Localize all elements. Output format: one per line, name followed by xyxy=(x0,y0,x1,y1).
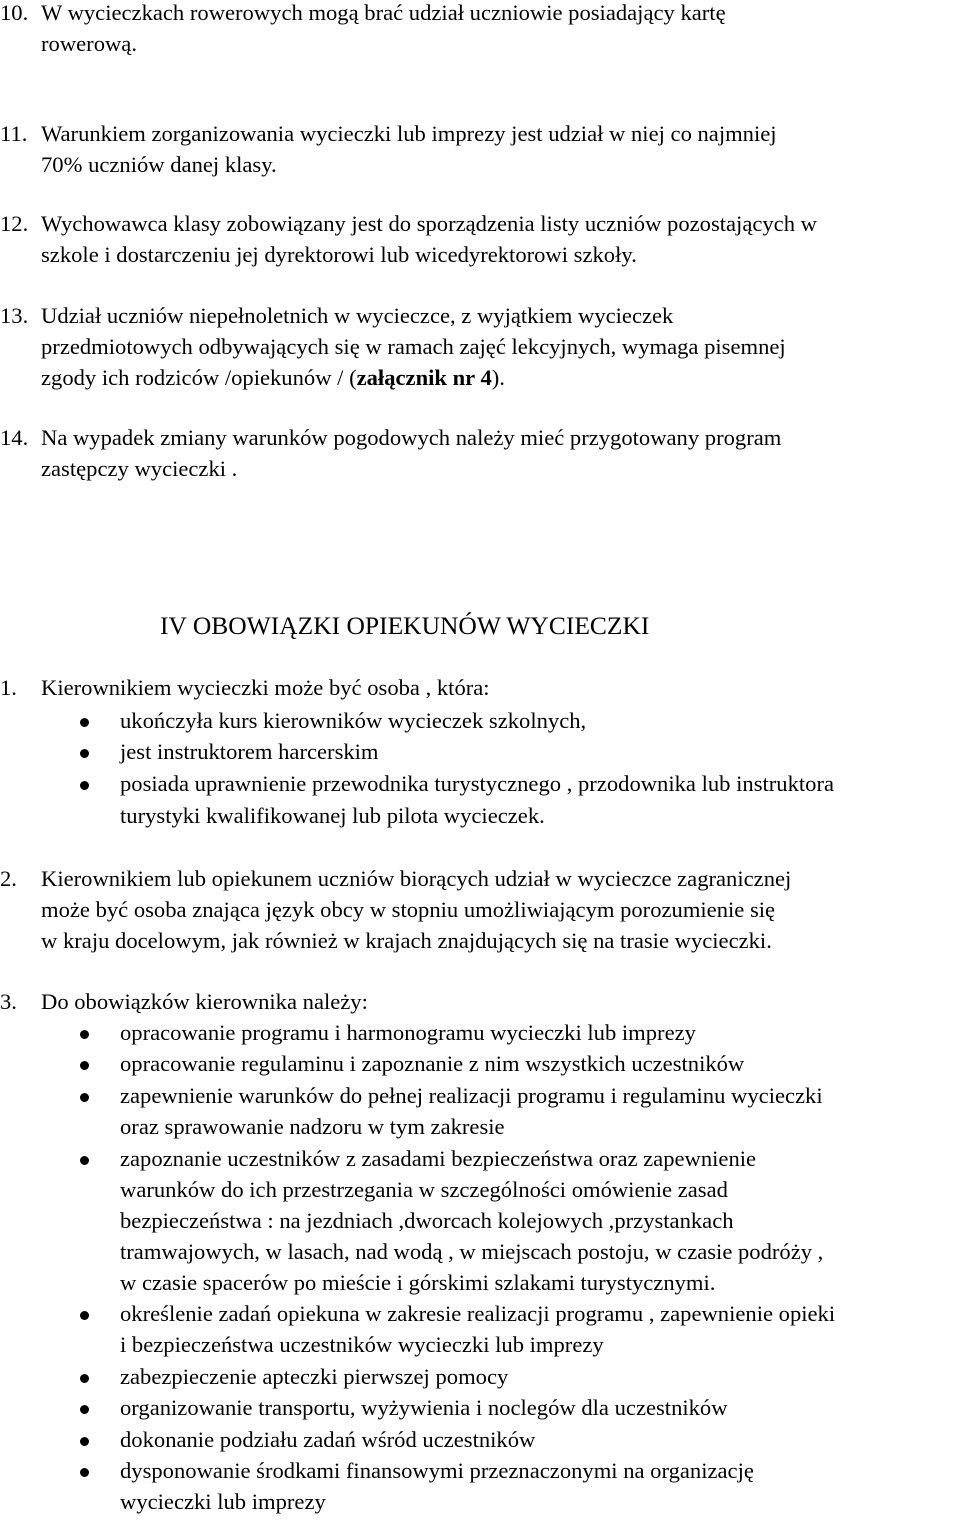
bullet-icon xyxy=(80,1374,89,1383)
item-text-line: W wycieczkach rowerowych mogą brać udział uczniowie posiadający kartę xyxy=(41,0,726,25)
item-number: 14. xyxy=(0,425,29,450)
bullet-text: dokonanie podziału zadań wśród uczestników xyxy=(120,1427,536,1452)
item-text-line: Udział uczniów niepełnoletnich w wycieczce, z wyjątkiem wycieczek xyxy=(41,303,674,328)
bullet-icon xyxy=(80,1468,89,1477)
item-number: 13. xyxy=(0,303,29,328)
bullet-text: jest instruktorem harcerskim xyxy=(120,739,379,764)
bullet-text: zapoznanie uczestników z zasadami bezpieczeństwa oraz zapewnienie xyxy=(120,1146,757,1171)
bullet-text: opracowanie regulaminu i zapoznanie z nim wszystkich uczestników xyxy=(120,1051,745,1076)
point-text: w kraju docelowym, jak również w krajach znajdujących się na trasie wycieczki. xyxy=(41,928,772,953)
bullet-text: wycieczki lub imprezy xyxy=(120,1489,326,1514)
bullet-icon xyxy=(80,1093,89,1102)
item-number: 12. xyxy=(0,211,29,236)
bullet-text: ukończyła kurs kierowników wycieczek szkolnych, xyxy=(120,708,587,733)
attachment-reference: załącznik nr 4 xyxy=(356,365,492,390)
bullet-icon xyxy=(80,1311,89,1320)
bullet-icon xyxy=(80,1156,89,1165)
point-text: może być osoba znająca język obcy w stopniu umożliwiającym porozumienie się xyxy=(41,897,776,922)
item-text-line: zgody ich rodziców /opiekunów / (załącznik nr 4). xyxy=(41,365,505,390)
bullet-text: i bezpieczeństwa uczestników wycieczki lub imprezy xyxy=(120,1332,604,1357)
bullet-text: dysponowanie środkami finansowymi przeznaczonymi na organizację xyxy=(120,1458,754,1483)
bullet-icon xyxy=(80,1061,89,1070)
item-text-line: Warunkiem zorganizowania wycieczki lub imprezy jest udział w niej co najmniej xyxy=(41,121,777,146)
bullet-text: określenie zadań opiekuna w zakresie realizacji programu , zapewnienie opieki xyxy=(120,1301,836,1326)
bullet-icon xyxy=(80,781,89,790)
bullet-text: organizowanie transportu, wyżywienia i noclegów dla uczestników xyxy=(120,1395,728,1420)
bullet-text: turystyki kwalifikowanej lub pilota wycieczek. xyxy=(120,803,545,828)
bullet-text: tramwajowych, w lasach, nad wodą , w miejscach postoju, w czasie podróży , xyxy=(120,1239,824,1264)
bullet-text: bezpieczeństwa : na jezdniach ,dworcach kolejowych ,przystankach xyxy=(120,1208,734,1233)
point-text: Do obowiązków kierownika należy: xyxy=(41,989,368,1014)
point-number: 3. xyxy=(0,989,17,1014)
bullet-icon xyxy=(80,1030,89,1039)
bullet-text: opracowanie programu i harmonogramu wycieczki lub imprezy xyxy=(120,1020,696,1045)
bullet-icon xyxy=(80,718,89,727)
bullet-icon xyxy=(80,749,89,758)
point-number: 1. xyxy=(0,675,17,700)
point-text: Kierownikiem lub opiekunem uczniów biorących udział w wycieczce zagranicznej xyxy=(41,866,792,891)
item-text-line: zastępczy wycieczki . xyxy=(41,456,238,481)
bullet-text: zabezpieczenie apteczki pierwszej pomocy xyxy=(120,1364,509,1389)
bullet-text: posiada uprawnienie przewodnika turystycznego , przodownika lub instruktora xyxy=(120,771,835,796)
bullet-text: w czasie spacerów po mieście i górskimi szlakami turystycznymi. xyxy=(120,1270,716,1295)
bullet-text: warunków do ich przestrzegania w szczególności omówienie zasad xyxy=(120,1177,728,1202)
bullet-text: zapewnienie warunków do pełnej realizacji programu i regulaminu wycieczki xyxy=(120,1083,823,1108)
item-text-line: rowerową. xyxy=(41,31,137,56)
section-heading: IV OBOWIĄZKI OPIEKUNÓW WYCIECZKI xyxy=(160,611,650,640)
item-text-line: szkole i dostarczeniu jej dyrektorowi lub wicedyrektorowi szkoły. xyxy=(41,242,637,267)
item-number: 10. xyxy=(0,0,29,25)
point-text: Kierownikiem wycieczki może być osoba , która: xyxy=(41,675,490,700)
item-text-line: 70% uczniów danej klasy. xyxy=(41,152,277,177)
item-number: 11. xyxy=(0,121,28,146)
item-text-line: przedmiotowych odbywających się w ramach zajęć lekcyjnych, wymaga pisemnej xyxy=(41,334,786,359)
item-text-line: Wychowawca klasy zobowiązany jest do sporządzenia listy uczniów pozostających w xyxy=(41,211,817,236)
item-text-line: Na wypadek zmiany warunków pogodowych należy mieć przygotowany program xyxy=(41,425,782,450)
bullet-icon xyxy=(80,1437,89,1446)
point-number: 2. xyxy=(0,866,17,891)
bullet-text: oraz sprawowanie nadzoru w tym zakresie xyxy=(120,1114,505,1139)
bullet-icon xyxy=(80,1405,89,1414)
